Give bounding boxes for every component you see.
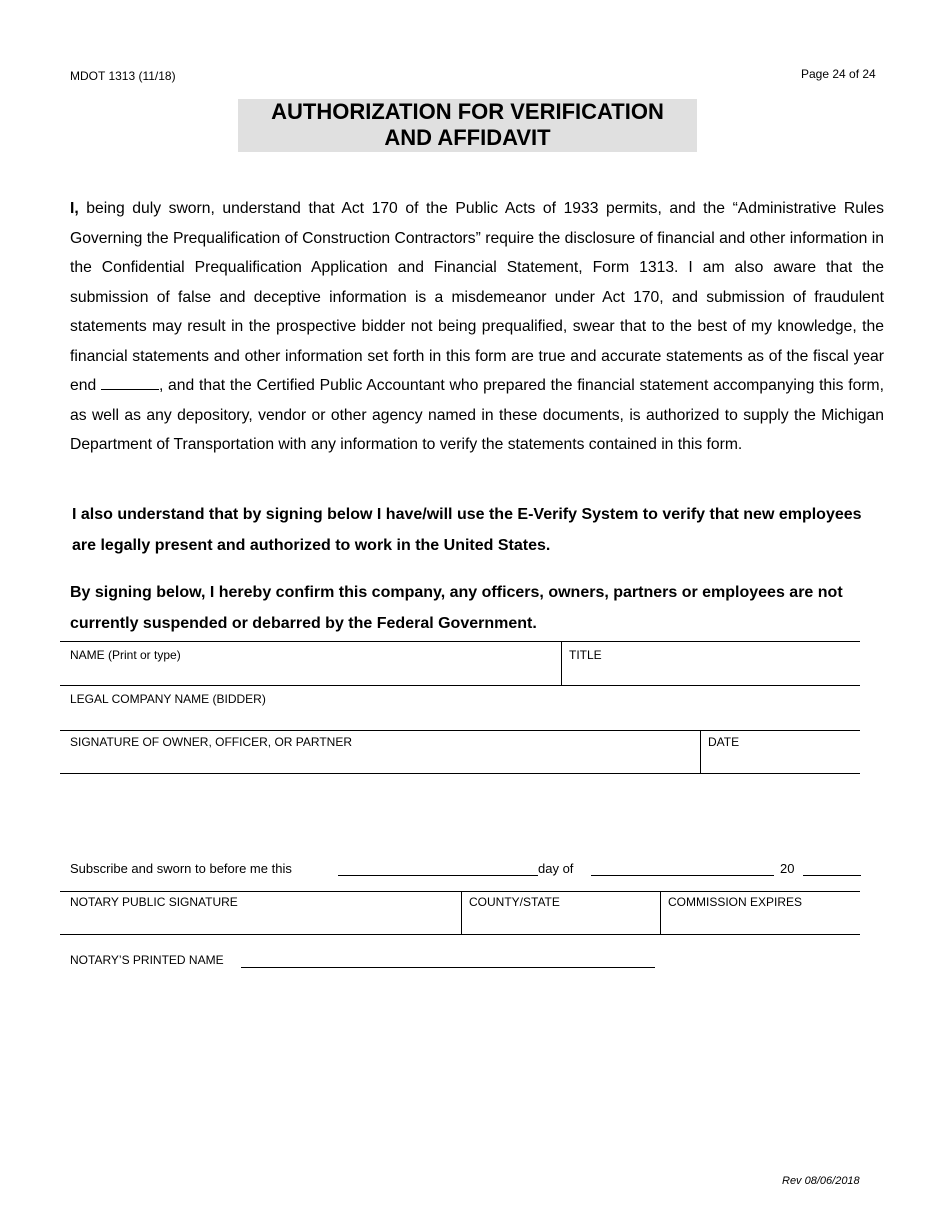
company-field-label: LEGAL COMPANY NAME (BIDDER)	[70, 692, 266, 706]
commission-expires-field[interactable]	[661, 892, 860, 934]
debarment-statement: By signing below, I hereby confirm this company, any officers, owners, partners or employees are not currently suspended or debarred by the Federal Government.	[70, 584, 843, 632]
month-blank[interactable]	[591, 875, 774, 876]
table-rule	[60, 773, 860, 774]
notary-printed-name-label: NOTARY’S PRINTED NAME	[70, 953, 224, 967]
signature-field[interactable]	[60, 731, 699, 773]
title-field-label: TITLE	[569, 648, 602, 662]
title-field[interactable]	[562, 642, 860, 685]
page-title-line2: AND AFFIDAVIT	[384, 125, 551, 150]
year-prefix: 20	[780, 861, 795, 876]
name-field[interactable]	[60, 642, 560, 685]
date-field-label: DATE	[708, 735, 740, 749]
day-of-text: day of	[538, 861, 574, 876]
notary-printed-name-blank[interactable]	[241, 967, 655, 968]
day-blank[interactable]	[338, 875, 538, 876]
fiscal-year-end-blank[interactable]	[101, 375, 159, 390]
page-title	[238, 99, 697, 152]
notary-signature-field[interactable]	[60, 892, 460, 934]
affidavit-lead: I,	[70, 200, 79, 217]
year-blank[interactable]	[803, 875, 861, 876]
affidavit-paragraph	[70, 194, 884, 460]
page-title-line1: AUTHORIZATION FOR VERIFICATION	[271, 99, 664, 124]
name-field-label: NAME (Print or type)	[70, 648, 181, 662]
signature-field-label: SIGNATURE OF OWNER, OFFICER, OR PARTNER	[70, 735, 353, 749]
form-id: MDOT 1313 (11/18)	[70, 69, 176, 83]
revision-date: Rev 08/06/2018	[782, 1175, 860, 1187]
affidavit-text-part2: , and that the Certified Public Accountant who prepared the financial statement accompanying this form, as well as any depository, vendor or other agency named in these documents, is authorized to supply the Michigan Department of Transportation with any information to verify the statements contained in this form.	[70, 377, 884, 453]
subscribe-text: Subscribe and sworn to before me this	[70, 861, 292, 876]
company-name-field[interactable]	[60, 686, 860, 729]
county-state-label: COUNTY/STATE	[469, 895, 560, 909]
notary-signature-label: NOTARY PUBLIC SIGNATURE	[70, 895, 238, 909]
date-field[interactable]	[701, 731, 860, 773]
table-rule	[60, 934, 860, 935]
affidavit-text-part1: being duly sworn, understand that Act 170 of the Public Acts of 1933 permits, and the “Administrative Rules Governing the Prequalification of Construction Contractors” require the disclosure of financial and other information in the Confidential Prequalification Application and Financial Statement, Form 1313. I am also aware that the submission of false and deceptive information is a misdemeanor under Act 170, and submission of fraudulent statements may result in the prospective bidder not being prequalified, swear that to the best of my knowledge, the financial statements and other information set forth in this form are true and accurate statements as of the fiscal year end	[70, 200, 884, 394]
county-state-field[interactable]	[462, 892, 659, 934]
commission-expires-label: COMMISSION EXPIRES	[668, 895, 803, 909]
page-number: Page 24 of 24	[801, 67, 876, 81]
everify-statement: I also understand that by signing below I have/will use the E-Verify System to verify that new employees are legally present and authorized to work in the United States.	[72, 506, 862, 554]
